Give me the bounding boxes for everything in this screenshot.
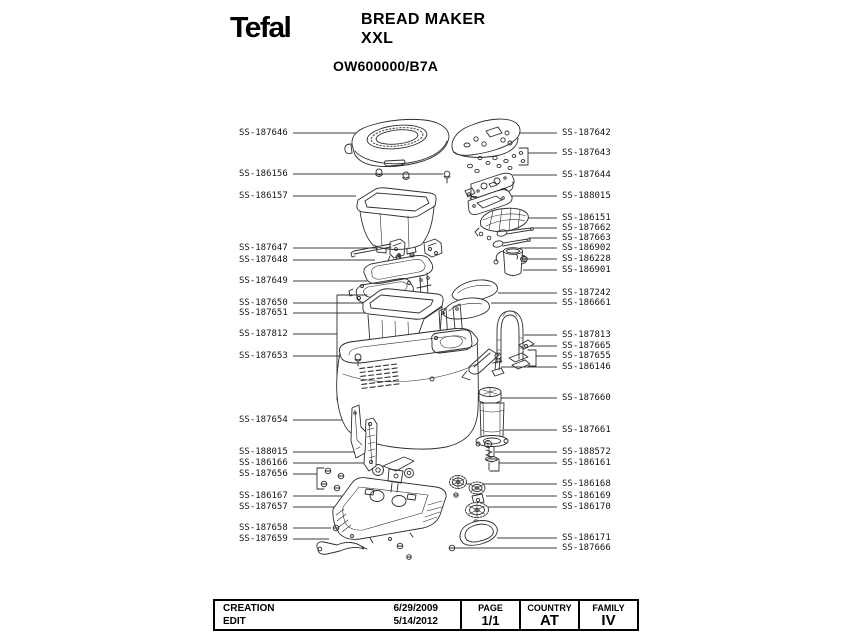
pulley-mid xyxy=(469,482,485,504)
part-label: SS-187646 xyxy=(239,128,288,138)
part-label: SS-187644 xyxy=(562,170,611,180)
part-label: SS-186161 xyxy=(562,458,611,468)
page-label: PAGE xyxy=(478,602,503,613)
part-label: SS-187655 xyxy=(562,351,611,361)
product-title-line2: XXL xyxy=(361,30,394,47)
part-label: SS-187659 xyxy=(239,534,288,544)
base-plate xyxy=(333,478,455,560)
page-cell xyxy=(460,601,519,629)
part-label: SS-186901 xyxy=(562,265,611,275)
part-label: SS-187653 xyxy=(239,351,288,361)
lid-hinge-pins xyxy=(376,169,451,183)
part-label: SS-187650 xyxy=(239,298,288,308)
part-label: SS-187812 xyxy=(239,329,288,339)
part-label: SS-187648 xyxy=(239,255,288,265)
part-label: SS-187658 xyxy=(239,523,288,533)
part-label: SS-187662 xyxy=(562,223,611,233)
motor xyxy=(476,388,508,462)
creation-date: 6/29/2009 xyxy=(393,603,438,614)
country-label: COUNTRY xyxy=(527,602,572,613)
part-label: SS-187661 xyxy=(562,425,611,435)
part-label: SS-186661 xyxy=(562,298,611,308)
edit-row xyxy=(223,615,438,628)
family-value: IV xyxy=(601,611,616,629)
part-label: SS-187657 xyxy=(239,502,288,512)
part-label: SS-186902 xyxy=(562,243,611,253)
creation-label: CREATION xyxy=(223,603,275,614)
part-label: SS-186167 xyxy=(239,491,288,501)
tefal-logo: Tefal xyxy=(230,12,291,44)
part-label: SS-187642 xyxy=(562,128,611,138)
part-label: SS-186170 xyxy=(562,502,611,512)
revision-table xyxy=(213,599,639,631)
part-label: SS-187242 xyxy=(562,288,611,298)
part-label: SS-186156 xyxy=(239,169,288,179)
screw-set xyxy=(321,468,344,491)
mounting-strip xyxy=(364,418,377,471)
part-label: SS-187663 xyxy=(562,233,611,243)
revision-dates-cell xyxy=(215,601,460,629)
lid xyxy=(345,119,449,166)
family-cell xyxy=(578,601,637,629)
part-label: SS-187654 xyxy=(239,415,288,425)
part-label: SS-187660 xyxy=(562,393,611,403)
family-label: FAMILY xyxy=(592,602,625,613)
part-label: SS-186157 xyxy=(239,191,288,201)
part-label: SS-188015 xyxy=(239,447,288,457)
model-number: OW600000/B7A xyxy=(333,58,439,74)
creation-row xyxy=(223,602,438,615)
country-cell xyxy=(519,601,578,629)
part-label: SS-186171 xyxy=(562,533,611,543)
part-label: SS-188572 xyxy=(562,447,611,457)
part-label: SS-187666 xyxy=(562,543,611,553)
part-label: SS-188015 xyxy=(562,191,611,201)
country-value: AT xyxy=(540,611,559,629)
part-label: SS-187665 xyxy=(562,341,611,351)
measuring-spoons xyxy=(492,228,533,248)
part-label: SS-186228 xyxy=(562,254,611,264)
pulley-small xyxy=(450,476,467,498)
window-lenses xyxy=(443,280,497,319)
part-label: SS-187651 xyxy=(239,308,288,318)
part-label: SS-186146 xyxy=(562,362,611,372)
page-value: 1/1 xyxy=(481,612,500,628)
switch-cam xyxy=(519,340,534,349)
product-title-line1: BREAD MAKER xyxy=(361,11,486,28)
support-rod xyxy=(351,239,405,261)
part-label: SS-187649 xyxy=(239,276,288,286)
part-label: SS-187647 xyxy=(239,243,288,253)
edit-date: 5/14/2012 xyxy=(393,616,438,627)
part-label: SS-186168 xyxy=(562,479,611,489)
part-label: SS-187643 xyxy=(562,148,611,158)
part-label: SS-186151 xyxy=(562,213,611,223)
part-label: SS-186166 xyxy=(239,458,288,468)
drive-belt xyxy=(460,521,497,546)
rubber-foot xyxy=(317,542,367,554)
part-label: SS-187656 xyxy=(239,469,288,479)
edit-label: EDIT xyxy=(223,616,246,627)
part-label: SS-186169 xyxy=(562,491,611,501)
part-label: SS-187813 xyxy=(562,330,611,340)
control-panel xyxy=(452,119,520,157)
